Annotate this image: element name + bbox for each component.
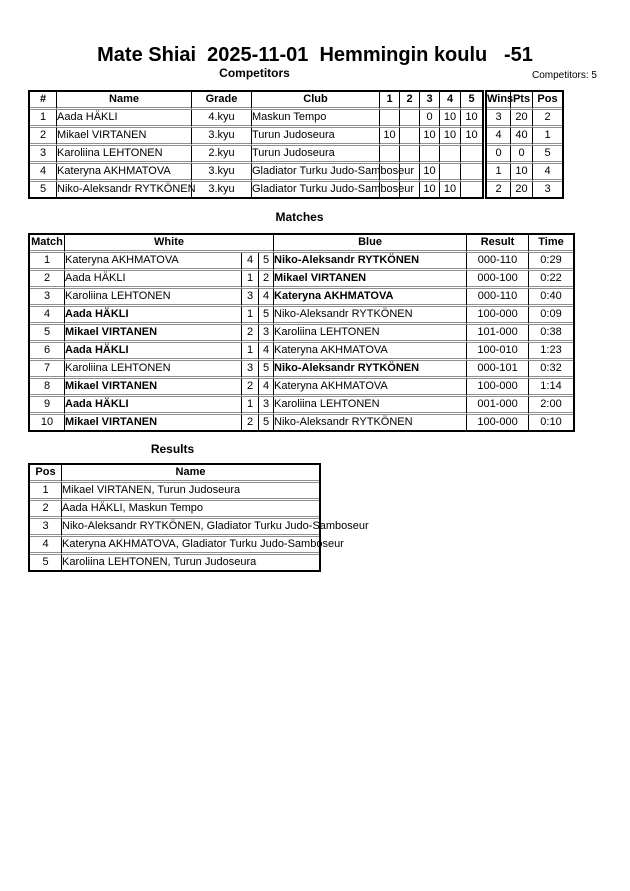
- white-name-cell: Aada HÄKLI: [65, 397, 242, 415]
- wins-cell: 0: [487, 146, 511, 164]
- blue-name-cell: Karoliina LEHTONEN: [274, 325, 467, 343]
- result-cell: 100-010: [467, 343, 529, 361]
- header-opp-1: 1: [380, 92, 400, 110]
- wins-cell: 1: [487, 164, 511, 182]
- competitor-club-cell: Maskun Tempo: [252, 110, 380, 128]
- time-cell: 0:22: [529, 271, 573, 289]
- header-opp-3: 3: [420, 92, 440, 110]
- blue-name-cell: Karoliina LEHTONEN: [274, 397, 467, 415]
- summary-row: [487, 182, 562, 197]
- header-pos: Pos: [30, 465, 62, 483]
- match-num-cell: 4: [30, 307, 65, 325]
- result-name-cell: Aada HÄKLI, Maskun Tempo: [62, 501, 319, 519]
- competitor-grade-cell: 2.kyu: [192, 146, 252, 164]
- blue-name-cell: Mikael VIRTANEN: [274, 271, 467, 289]
- blue-name-cell: Niko-Aleksandr RYTKÖNEN: [274, 415, 467, 430]
- score-vs-4-cell: 10: [440, 182, 461, 197]
- result-name-cell: Karoliina LEHTONEN, Turun Judoseura: [62, 556, 257, 568]
- result-name-cell: Mikael VIRTANEN, Turun Judoseura: [62, 483, 319, 501]
- score-vs-3-cell: 0: [420, 110, 440, 128]
- competitor-name-cell: Aada HÄKLI: [57, 110, 192, 128]
- score-vs-5-cell: [461, 164, 482, 182]
- competitors-count: Competitors: 5: [531, 70, 597, 81]
- header-opp-4: 4: [440, 92, 461, 110]
- white-name-cell: Mikael VIRTANEN: [65, 379, 242, 397]
- summary-row: [487, 128, 562, 146]
- white-name-cell: Kateryna AKHMATOVA: [65, 253, 242, 271]
- score-vs-4-cell: [440, 164, 461, 182]
- blue-number-cell: 5: [259, 253, 274, 271]
- score-vs-1-cell: 10: [380, 128, 400, 146]
- wins-cell: 4: [487, 128, 511, 146]
- matches-table: [28, 233, 575, 432]
- header-opp-5: 5: [461, 92, 482, 110]
- white-name-cell: Aada HÄKLI: [65, 343, 242, 361]
- white-name-cell: Aada HÄKLI: [65, 271, 242, 289]
- competitor-num-cell: 3: [30, 146, 57, 164]
- header-pos: Pos: [533, 92, 562, 110]
- summary-row: [487, 164, 562, 182]
- match-num-cell: 6: [30, 343, 65, 361]
- blue-number-cell: 5: [259, 415, 274, 430]
- header-num: #: [30, 92, 57, 110]
- time-cell: 2:00: [529, 397, 573, 415]
- white-name-cell: Karoliina LEHTONEN: [65, 289, 242, 307]
- white-number-cell: 4: [242, 253, 259, 271]
- score-vs-5-cell: [461, 182, 482, 197]
- wins-cell: 3: [487, 110, 511, 128]
- score-vs-5-cell: [461, 146, 482, 164]
- score-vs-5-cell: 10: [461, 128, 482, 146]
- competitor-grade-cell: 3.kyu: [192, 164, 252, 182]
- white-number-cell: 3: [242, 361, 259, 379]
- blue-name-cell: Kateryna AKHMATOVA: [274, 289, 467, 307]
- blue-number-cell: 4: [259, 343, 274, 361]
- white-number-cell: 2: [242, 415, 259, 430]
- score-vs-3-cell: 10: [420, 182, 440, 197]
- result-cell: 001-000: [467, 397, 529, 415]
- pts-cell: 20: [511, 110, 533, 128]
- result-row: [30, 555, 319, 570]
- match-num-cell: 9: [30, 397, 65, 415]
- competitor-name-cell: Niko-Aleksandr RYTKÖNEN: [57, 183, 196, 195]
- white-number-cell: 3: [242, 289, 259, 307]
- header-name: Name: [57, 92, 192, 110]
- match-row: [30, 361, 573, 379]
- time-cell: 1:23: [529, 343, 573, 361]
- results-section-title: Results: [150, 442, 195, 456]
- white-name-cell: Karoliina LEHTONEN: [65, 361, 242, 379]
- result-cell: 000-110: [467, 253, 529, 271]
- time-cell: 0:09: [529, 307, 573, 325]
- score-vs-2-cell: [400, 128, 420, 146]
- results-table: [28, 463, 369, 572]
- score-vs-4-cell: [440, 146, 461, 164]
- competitor-club-cell: Gladiator Turku Judo-Samboseur: [252, 164, 380, 182]
- result-cell: 100-000: [467, 307, 529, 325]
- competitor-row: [30, 146, 482, 164]
- summary-row: [487, 146, 562, 164]
- header-white: White: [65, 235, 274, 253]
- score-vs-3-cell: 10: [420, 128, 440, 146]
- result-cell: 100-000: [467, 379, 529, 397]
- header-pts: Pts: [511, 92, 533, 110]
- white-name-cell: Mikael VIRTANEN: [65, 415, 242, 430]
- results-header-row: [30, 465, 319, 483]
- white-name-cell: Aada HÄKLI: [65, 307, 242, 325]
- blue-number-cell: 4: [259, 289, 274, 307]
- score-vs-1-cell: [380, 146, 400, 164]
- time-cell: 0:32: [529, 361, 573, 379]
- header-opp-2: 2: [400, 92, 420, 110]
- header-result: Result: [467, 235, 529, 253]
- white-number-cell: 2: [242, 325, 259, 343]
- competitor-row: [30, 182, 482, 197]
- match-num-cell: 10: [30, 415, 65, 430]
- blue-name-cell: Niko-Aleksandr RYTKÖNEN: [274, 307, 467, 325]
- time-cell: 0:40: [529, 289, 573, 307]
- competitors-table-group: [28, 90, 564, 199]
- match-num-cell: 8: [30, 379, 65, 397]
- match-num-cell: 7: [30, 361, 65, 379]
- summary-row: [487, 110, 562, 128]
- pts-cell: 20: [511, 182, 533, 197]
- summary-header-row: [487, 92, 562, 110]
- page-title: Mate Shiai 2025-11-01 Hemmingin koulu -51: [97, 44, 533, 66]
- match-row: [30, 325, 573, 343]
- pos-cell: 5: [533, 146, 562, 164]
- competitor-row: [30, 110, 482, 128]
- blue-name-cell: Kateryna AKHMATOVA: [274, 343, 467, 361]
- match-row: [30, 397, 573, 415]
- white-number-cell: 1: [242, 271, 259, 289]
- matches-section-title: Matches: [275, 210, 324, 224]
- match-row: [30, 271, 573, 289]
- blue-number-cell: 5: [259, 307, 274, 325]
- match-num-cell: 1: [30, 253, 65, 271]
- competitor-num-cell: 5: [30, 182, 57, 197]
- header-match: Match: [30, 235, 65, 253]
- pts-cell: 40: [511, 128, 533, 146]
- competitor-club-cell: Turun Judoseura: [252, 128, 380, 146]
- competitors-header-row: [30, 92, 482, 110]
- competitors-table: [28, 90, 484, 199]
- time-cell: 0:38: [529, 325, 573, 343]
- white-number-cell: 1: [242, 397, 259, 415]
- result-pos-cell: 2: [30, 501, 62, 519]
- competitor-num-cell: 2: [30, 128, 57, 146]
- competitor-grade-cell: 3.kyu: [192, 128, 252, 146]
- score-vs-2-cell: [400, 146, 420, 164]
- pos-cell: 2: [533, 110, 562, 128]
- blue-number-cell: 4: [259, 379, 274, 397]
- competitors-section-title: Competitors: [219, 66, 290, 80]
- header-name: Name: [62, 465, 319, 483]
- score-vs-4-cell: 10: [440, 128, 461, 146]
- result-cell: 101-000: [467, 325, 529, 343]
- score-vs-5-cell: 10: [461, 110, 482, 128]
- competitor-num-cell: 1: [30, 110, 57, 128]
- match-row: [30, 307, 573, 325]
- result-cell: 000-101: [467, 361, 529, 379]
- pos-cell: 4: [533, 164, 562, 182]
- blue-number-cell: 2: [259, 271, 274, 289]
- competitor-row: [30, 128, 482, 146]
- header-blue: Blue: [274, 235, 467, 253]
- competitor-club-cell: Turun Judoseura: [252, 146, 380, 164]
- competitor-club-cell: Gladiator Turku Judo-Samboseur: [252, 183, 415, 195]
- result-row: [30, 519, 319, 537]
- result-cell: 000-110: [467, 289, 529, 307]
- result-cell: 100-000: [467, 415, 529, 430]
- match-num-cell: 2: [30, 271, 65, 289]
- result-row: [30, 501, 319, 519]
- match-row: [30, 253, 573, 271]
- header-wins: Wins: [487, 92, 511, 110]
- pts-cell: 10: [511, 164, 533, 182]
- blue-number-cell: 3: [259, 397, 274, 415]
- score-vs-3-cell: 10: [420, 164, 440, 182]
- time-cell: 1:14: [529, 379, 573, 397]
- blue-name-cell: Niko-Aleksandr RYTKÖNEN: [274, 253, 467, 271]
- match-row: [30, 379, 573, 397]
- result-pos-cell: 3: [30, 519, 62, 537]
- white-number-cell: 1: [242, 307, 259, 325]
- match-row: [30, 415, 573, 430]
- competitor-grade-cell: 4.kyu: [192, 110, 252, 128]
- match-row: [30, 289, 573, 307]
- white-name-cell: Mikael VIRTANEN: [65, 325, 242, 343]
- white-number-cell: 2: [242, 379, 259, 397]
- pos-cell: 1: [533, 128, 562, 146]
- blue-number-cell: 3: [259, 325, 274, 343]
- time-cell: 0:10: [540, 416, 562, 428]
- matches-header-row: [30, 235, 573, 253]
- match-num-cell: 3: [30, 289, 65, 307]
- result-pos-cell: 5: [30, 555, 62, 570]
- competitor-grade-cell: 3.kyu: [192, 182, 252, 197]
- result-pos-cell: 1: [30, 483, 62, 501]
- blue-number-cell: 5: [259, 361, 274, 379]
- result-row: [30, 537, 319, 555]
- wins-cell: 2: [487, 182, 511, 197]
- match-num-cell: 5: [30, 325, 65, 343]
- competitor-name-cell: Karoliina LEHTONEN: [57, 146, 192, 164]
- competitors-summary-table: [485, 90, 564, 199]
- blue-name-cell: Kateryna AKHMATOVA: [274, 379, 467, 397]
- header-club: Club: [252, 92, 380, 110]
- competitor-num-cell: 4: [30, 164, 57, 182]
- competitor-row: [30, 164, 482, 182]
- header-grade: Grade: [192, 92, 252, 110]
- result-row: [30, 483, 319, 501]
- header-time: Time: [529, 235, 573, 253]
- result-name-cell: Kateryna AKHMATOVA, Gladiator Turku Judo-Samboseur: [62, 537, 319, 555]
- competitor-name-cell: Kateryna AKHMATOVA: [57, 164, 192, 182]
- time-cell: 0:29: [529, 253, 573, 271]
- pts-cell: 0: [511, 146, 533, 164]
- score-vs-3-cell: [420, 146, 440, 164]
- pos-cell: 3: [544, 183, 551, 195]
- white-number-cell: 1: [242, 343, 259, 361]
- result-pos-cell: 4: [30, 537, 62, 555]
- blue-name-cell: Niko-Aleksandr RYTKÖNEN: [274, 361, 467, 379]
- result-name-cell: Niko-Aleksandr RYTKÖNEN, Gladiator Turku Judo-Samboseur: [62, 519, 319, 537]
- competitor-name-cell: Mikael VIRTANEN: [57, 128, 192, 146]
- score-vs-4-cell: 10: [440, 110, 461, 128]
- match-row: [30, 343, 573, 361]
- score-vs-2-cell: [400, 110, 420, 128]
- score-vs-1-cell: [380, 110, 400, 128]
- result-cell: 000-100: [467, 271, 529, 289]
